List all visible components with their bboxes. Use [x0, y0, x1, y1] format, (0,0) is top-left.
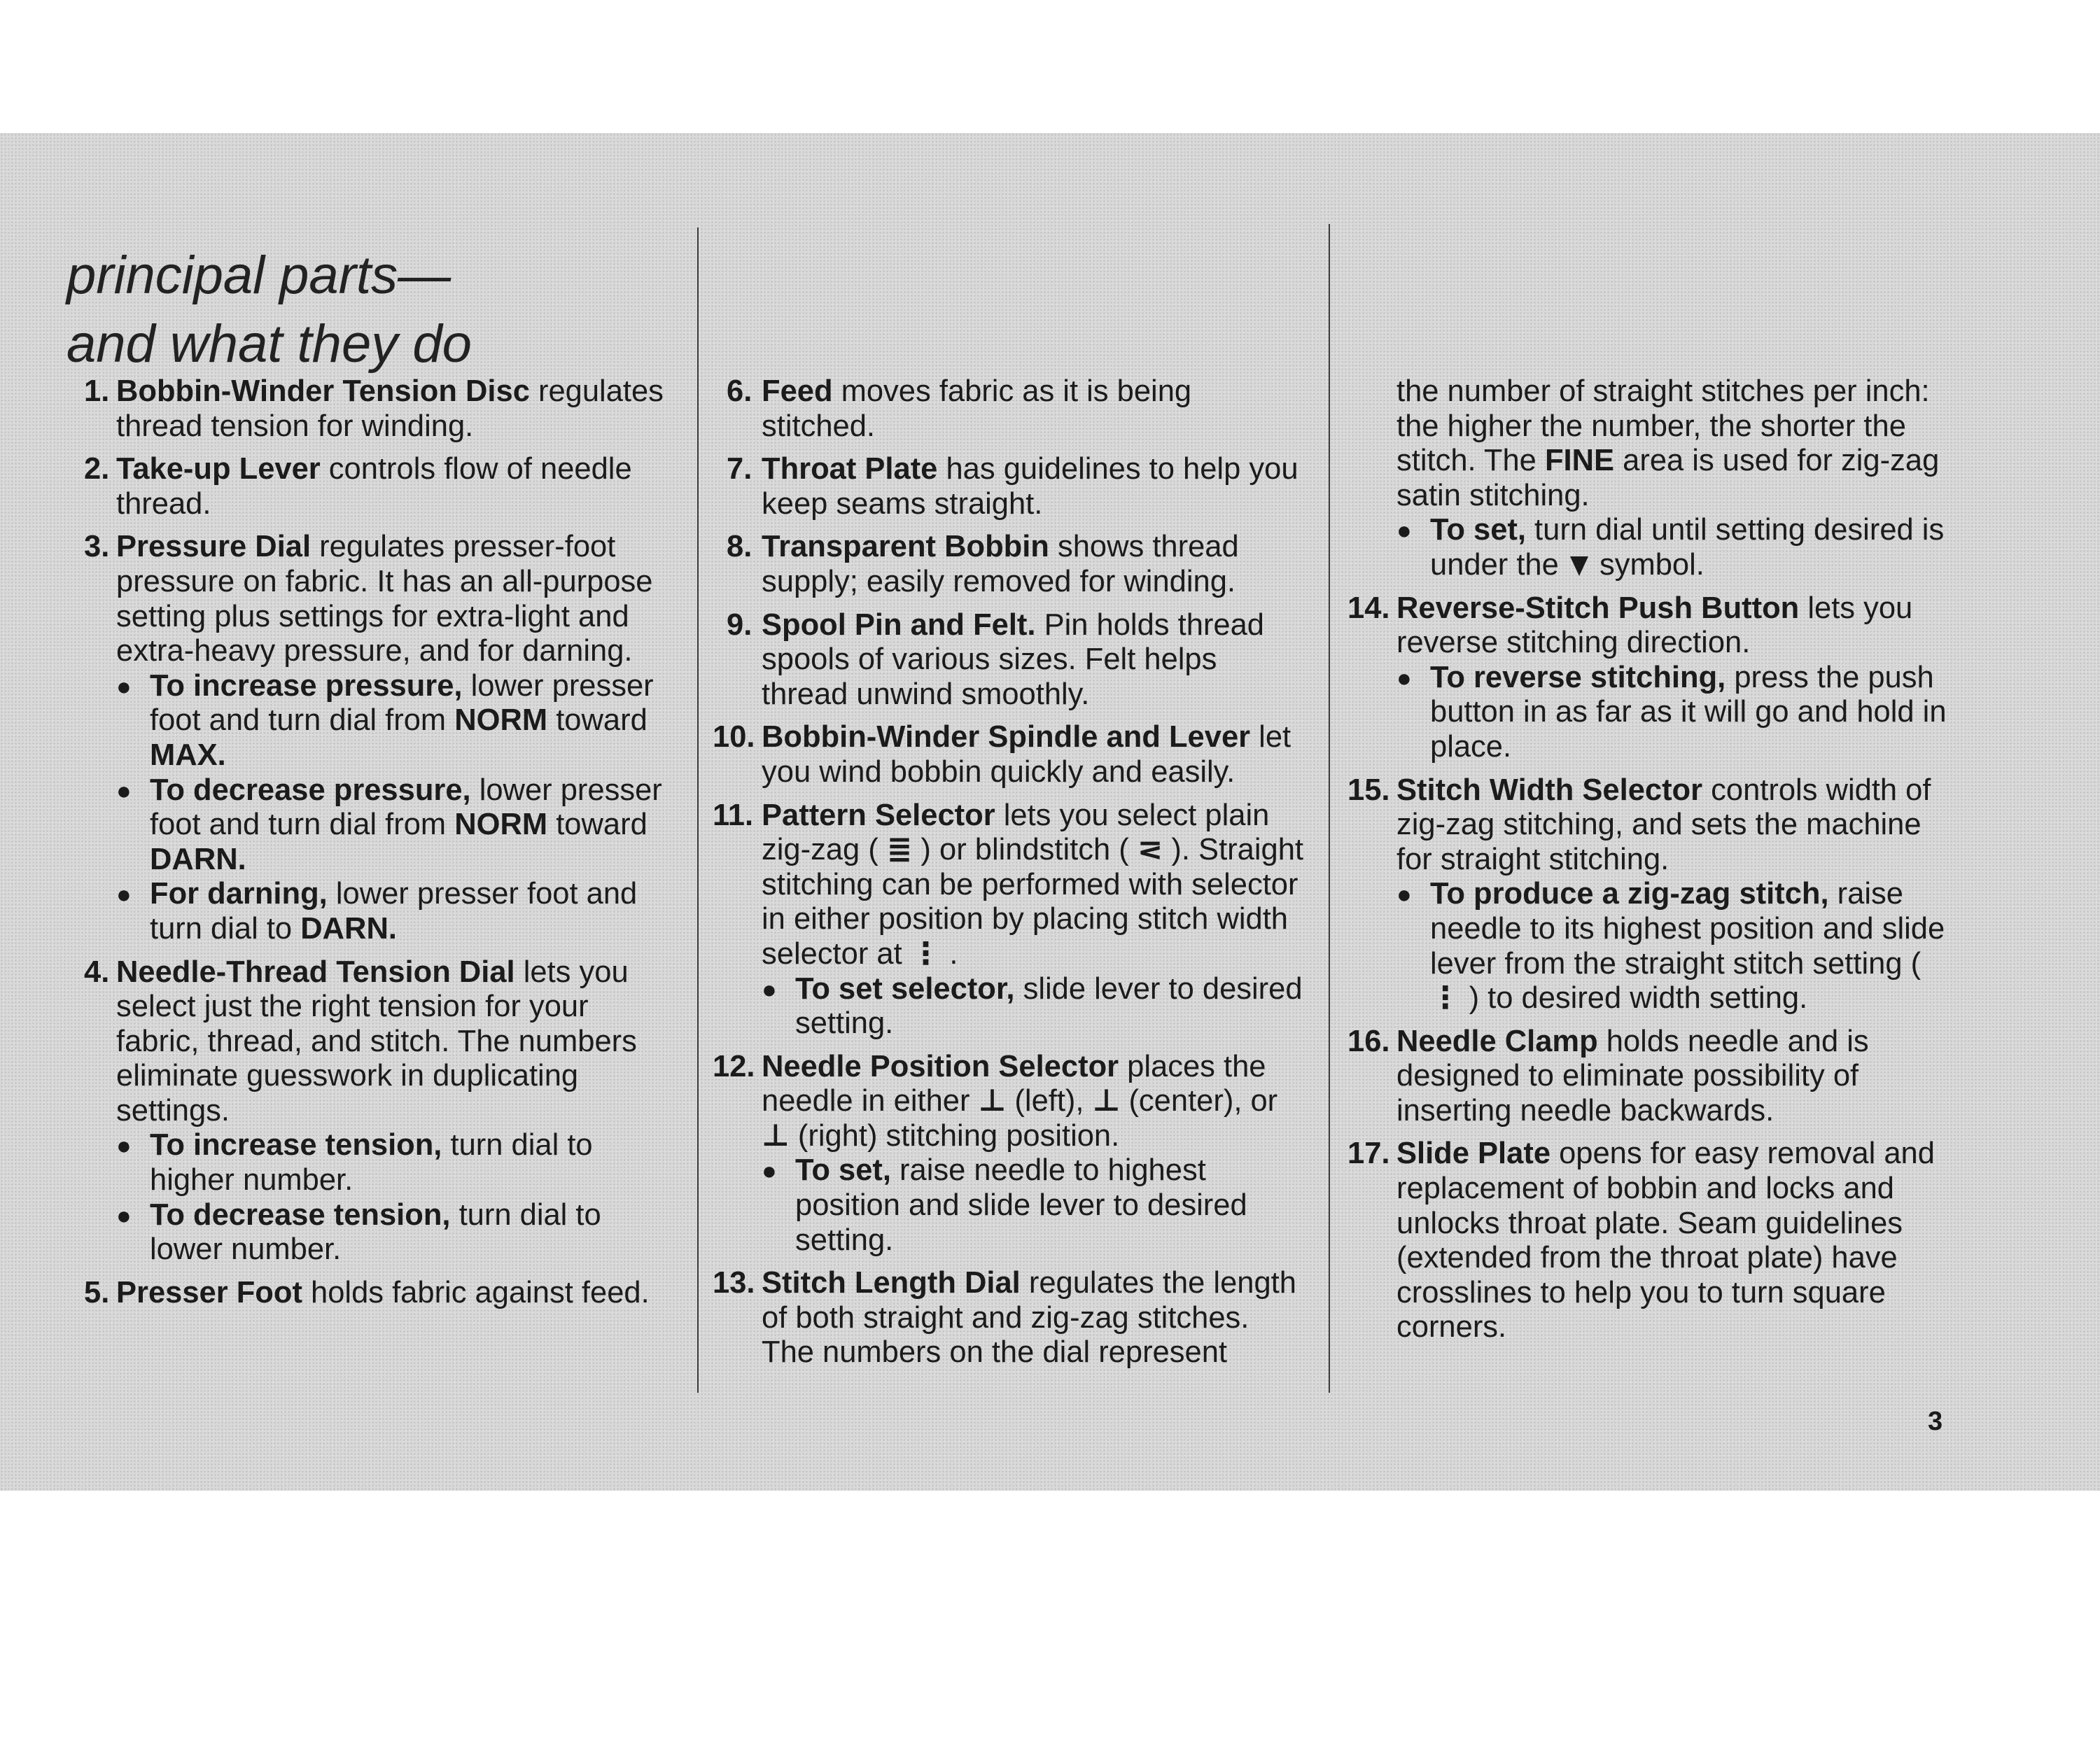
- instruction-text: raise needle to its highest position and slide lever from the straight stitch setting (: [1430, 877, 1945, 981]
- part-6: [713, 374, 1308, 444]
- title-line-1: principal parts—: [66, 246, 451, 305]
- part-name: Presser Foot: [116, 1275, 302, 1309]
- instruction-bullet: [116, 877, 671, 946]
- part-description: holds needle and is designed to eliminate possibility of inserting needle backwards.: [1396, 1024, 1869, 1128]
- instruction-text: lower presser foot and turn dial to: [150, 877, 638, 946]
- instruction-lead: To set,: [1430, 513, 1526, 547]
- item-number: 16.: [1348, 1024, 1390, 1058]
- title-line-2: and what they do: [66, 314, 472, 374]
- item-number: 15.: [1348, 773, 1390, 807]
- part-description: controls flow of needle thread.: [116, 452, 632, 521]
- setting-label: DARN.: [300, 911, 397, 946]
- instruction-bullet: [1396, 513, 1949, 582]
- instruction-lead: To reverse stitching,: [1430, 660, 1726, 694]
- straight-stitch-icon: ⋮: [910, 936, 941, 971]
- bullet-icon: ●: [116, 1131, 132, 1160]
- item-number: 8.: [727, 530, 752, 564]
- part-description: regulates the length of both straight and zig-zag stitches. The numbers on the dial represent: [762, 1266, 1296, 1370]
- part-4: [84, 955, 671, 1267]
- instruction-bullet: [1396, 661, 1949, 765]
- part-name: Slide Plate: [1396, 1137, 1551, 1171]
- setting-label: MAX.: [150, 738, 226, 772]
- item-number: 13.: [713, 1266, 755, 1300]
- instruction-bullet: [116, 773, 671, 878]
- instruction-lead: For darning,: [150, 877, 328, 911]
- part-description: moves fabric as it is being stitched.: [762, 374, 1192, 443]
- part-name: Needle Clamp: [1396, 1024, 1598, 1058]
- item-number: 11.: [713, 798, 754, 832]
- instruction-lead: To increase pressure,: [150, 668, 463, 703]
- part-name: Take-up Lever: [116, 452, 321, 486]
- instruction-text: turn dial to lower number.: [150, 1197, 601, 1267]
- part-name: Pressure Dial: [116, 530, 312, 564]
- item-number: 7.: [727, 452, 752, 486]
- part-12: [713, 1050, 1308, 1258]
- instruction-text: toward: [547, 703, 648, 738]
- setting-label: FINE: [1544, 444, 1615, 478]
- instruction-text: slide lever to desired setting.: [795, 971, 1303, 1041]
- column-1: [84, 374, 671, 1310]
- part-description: the number of straight stitches per inch: the higher the number, the shorter the stitch. The: [1396, 374, 1930, 478]
- item-number: 12.: [713, 1049, 755, 1083]
- bullet-icon: ●: [1396, 516, 1412, 545]
- setting-label: DARN.: [150, 842, 246, 876]
- part-description: .: [941, 936, 958, 971]
- setting-label: NORM: [454, 703, 548, 738]
- part-9: [713, 608, 1308, 712]
- instruction-text: lower presser foot and turn dial from: [150, 668, 654, 738]
- bullet-icon: ●: [116, 775, 132, 805]
- blindstitch-pattern-icon: ⋜: [1137, 833, 1163, 867]
- part-name: Needle Position Selector: [762, 1049, 1119, 1083]
- instruction-text: turn dial to higher number.: [150, 1128, 593, 1197]
- part-14: [1348, 591, 1949, 765]
- bullet-icon: ●: [1396, 880, 1412, 909]
- bullet-icon: ●: [762, 974, 777, 1004]
- part-description: Pin holds thread spools of various sizes. Felt helps thread unwind smoothly.: [762, 607, 1264, 711]
- item-number: 17.: [1348, 1137, 1390, 1171]
- part-description: area is used for zig-zag satin stitching.: [1396, 444, 1940, 512]
- needle-right-icon: ⊥: [762, 1118, 790, 1153]
- triangle-symbol-icon: [1570, 556, 1588, 576]
- instruction-bullet: [1396, 877, 1949, 1016]
- part-description: (left),: [1006, 1084, 1093, 1118]
- zigzag-pattern-icon: ≣: [886, 833, 913, 867]
- instruction-bullet: [116, 1128, 671, 1197]
- instruction-lead: To increase tension,: [150, 1128, 442, 1163]
- part-1: [84, 374, 671, 444]
- setting-label: NORM: [454, 808, 548, 842]
- part-7: [713, 452, 1308, 521]
- part-description: controls width of zig-zag stitching, and sets the machine for straight stitching.: [1396, 773, 1931, 876]
- part-11: [713, 799, 1308, 1041]
- item-number: 10.: [713, 720, 755, 754]
- part-description: lets you select plain zig-zag (: [762, 798, 1270, 867]
- instruction-lead: To set,: [795, 1153, 891, 1188]
- part-description: lets you reverse stitching direction.: [1396, 591, 1913, 660]
- item-number: 14.: [1348, 591, 1390, 625]
- part-16: [1348, 1025, 1949, 1129]
- bullet-icon: ●: [116, 880, 132, 909]
- column-divider-left: [697, 227, 699, 1393]
- item-number: 9.: [727, 607, 752, 642]
- part-description: regulates thread tension for winding.: [116, 374, 664, 443]
- part-description: lets you select just the right tension for your fabric, thread, and stitch. The numbers eliminate guesswork in duplicating settings.: [116, 955, 637, 1128]
- instruction-bullet: [116, 1198, 671, 1267]
- item-number: 6.: [727, 374, 752, 408]
- part-name: Transparent Bobbin: [762, 530, 1049, 564]
- column-2: [713, 374, 1308, 1370]
- bullet-icon: ●: [762, 1156, 777, 1186]
- part-13-continued: [1348, 374, 1949, 583]
- part-description: holds fabric against feed.: [302, 1275, 650, 1309]
- part-description: regulates presser-foot pressure on fabric. It has an all-purpose setting plus settings for extra-light and extra-heavy pressure, and for darning.: [116, 530, 653, 668]
- part-description: opens for easy removal and replacement of bobbin and locks and unlocks throat plate. Seam guidelines (extended from the throat plate) have crosslines to help you to turn square corners.: [1396, 1137, 1935, 1344]
- instruction-bullet: [116, 669, 671, 773]
- straight-stitch-icon: ⋮: [1430, 981, 1461, 1016]
- part-name: Bobbin-Winder Tension Disc: [116, 374, 530, 408]
- bullet-icon: ●: [116, 671, 132, 701]
- part-17: [1348, 1137, 1949, 1345]
- part-description: (right) stitching position.: [789, 1118, 1120, 1153]
- part-name: Reverse-Stitch Push Button: [1396, 591, 1800, 625]
- part-10: [713, 720, 1308, 789]
- part-description: ). Straight stitching can be performed with selector in either position by placing stitch width selector at: [762, 833, 1303, 971]
- part-8: [713, 530, 1308, 599]
- bullet-icon: ●: [1396, 663, 1412, 692]
- column-divider-right: [1329, 224, 1330, 1393]
- instruction-text: lower presser foot and turn dial from: [150, 773, 662, 842]
- page-number: 3: [1928, 1407, 1943, 1436]
- instruction-lead: To produce a zig-zag stitch,: [1430, 877, 1829, 911]
- part-2: [84, 452, 671, 521]
- item-number: 3.: [84, 530, 110, 564]
- part-name: Bobbin-Winder Spindle and Lever: [762, 720, 1251, 754]
- part-description: places the needle in either: [762, 1049, 1266, 1118]
- item-number: 1.: [84, 374, 110, 408]
- part-15: [1348, 773, 1949, 1016]
- part-name: Spool Pin and Felt.: [762, 607, 1036, 642]
- page-title: [66, 241, 472, 379]
- instruction-lead: To decrease pressure,: [150, 773, 471, 807]
- part-description: shows thread supply; easily removed for winding.: [762, 530, 1239, 598]
- instruction-text: raise needle to highest position and slide lever to desired setting.: [795, 1153, 1247, 1257]
- instruction-text: symbol.: [1590, 547, 1704, 582]
- bullet-icon: ●: [116, 1200, 132, 1230]
- part-name: Feed: [762, 374, 833, 408]
- part-name: Stitch Width Selector: [1396, 773, 1703, 807]
- part-description: ) or blindstitch (: [912, 833, 1138, 867]
- item-number: 4.: [84, 955, 110, 989]
- instruction-bullet: [762, 972, 1308, 1041]
- part-name: Stitch Length Dial: [762, 1266, 1021, 1300]
- part-5: [84, 1276, 671, 1311]
- part-13: [713, 1266, 1308, 1370]
- instruction-text: press the push button in as far as it will go and hold in place.: [1430, 660, 1947, 764]
- instruction-lead: To decrease tension,: [150, 1197, 451, 1232]
- part-description: let you wind bobbin quickly and easily.: [762, 720, 1292, 789]
- part-name: Needle-Thread Tension Dial: [116, 955, 515, 989]
- part-name: Throat Plate: [762, 452, 938, 486]
- item-number: 2.: [84, 452, 110, 486]
- instruction-text: ) to desired width setting.: [1460, 981, 1808, 1016]
- column-3: [1348, 374, 1949, 1345]
- part-description: (center), or: [1120, 1084, 1278, 1118]
- item-number: 5.: [84, 1275, 110, 1309]
- part-3: [84, 530, 671, 946]
- part-name: Pattern Selector: [762, 798, 995, 832]
- instruction-text: toward: [547, 808, 648, 842]
- part-description: has guidelines to help you keep seams straight.: [762, 452, 1298, 521]
- needle-center-icon: ⊥: [1092, 1084, 1121, 1118]
- instruction-text: turn dial until setting desired is under the: [1430, 513, 1945, 582]
- instruction-lead: To set selector,: [795, 971, 1015, 1006]
- instruction-bullet: [762, 1153, 1308, 1258]
- needle-left-icon: ⊥: [978, 1084, 1007, 1118]
